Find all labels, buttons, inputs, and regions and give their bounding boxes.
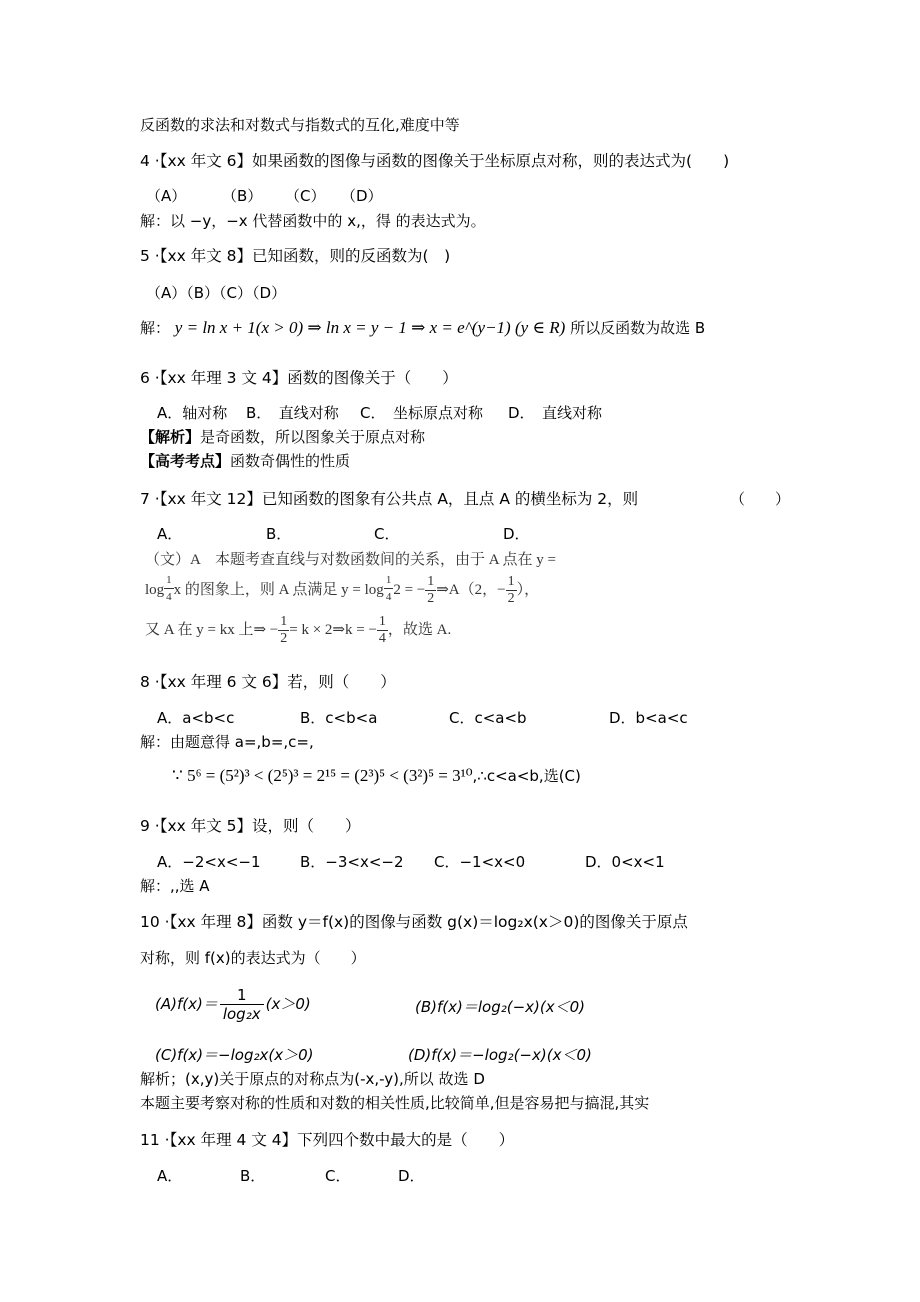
q5-solution-suffix: 所以反函数为故选 B xyxy=(570,319,706,337)
q7-scan-frac4 xyxy=(377,614,388,647)
q9-option-d: D．0<x<1 xyxy=(585,853,665,871)
q8-option-d: D．b<a<c xyxy=(609,709,688,727)
q10-option-d: (D)f(x)＝−log₂(−x)(x＜0) xyxy=(408,1046,592,1064)
q10-title2: 对称，则 f(x)的表达式为（ ） xyxy=(140,949,366,967)
q7-scan-base1-num: 1 xyxy=(164,572,174,589)
q10-opt-a-num: 1 xyxy=(220,986,264,1005)
q7-scan-line1: （文）A 本题考查直线与对数函数间的关系，由于 A 点在 y = xyxy=(145,552,556,568)
q7-scan-mid: x 的图象上，则 A 点满足 y = log xyxy=(173,582,384,598)
q4-option-a: （A） xyxy=(146,187,187,205)
q8-solution: 解：由题意得 a=,b=,c=, xyxy=(140,733,314,751)
q7-option-c: C． xyxy=(374,525,400,543)
q6-point-text: 函数奇偶性的性质 xyxy=(230,452,351,470)
q5-solution-prefix: 解： xyxy=(140,319,171,337)
q10-opt-a-den: log₂x xyxy=(222,1005,261,1023)
q7-scan-base2 xyxy=(384,572,394,605)
q6-point-label: 【高考考点】 xyxy=(140,452,231,470)
q7-scan-close: ）， xyxy=(516,582,540,598)
q9-title: 9 ·【xx 年文 5】设，则（ ） xyxy=(140,817,361,835)
q7-option-a: A． xyxy=(157,525,183,543)
q4-title: 4 ·【xx 年文 6】如果函数的图像与函数的图像关于坐标原点对称，则的表达式为( ) xyxy=(140,152,730,170)
q5-solution xyxy=(140,318,705,338)
q8-conclusion: ,∴c<a<b,选(C) xyxy=(472,767,581,785)
q7-title: 7 ·【xx 年文 12】已知函数的图象有公共点 A，且点 A 的横坐标为 2，则 xyxy=(140,490,639,508)
q6-analysis xyxy=(140,427,425,447)
q7-scan-frac2-num: 1 xyxy=(507,574,515,590)
q10-opt-a-pre: (A)f(x)＝ xyxy=(155,995,218,1013)
q10-option-a xyxy=(155,986,311,1023)
q8-title: 8 ·【xx 年理 6 文 6】若，则（ ） xyxy=(140,673,396,691)
q6-point xyxy=(140,451,350,471)
q4-solution: 解：以 −y，−x 代替函数中的 x,，得 的表达式为。 xyxy=(140,212,486,230)
q7-scan-frac2 xyxy=(506,574,517,607)
q7-paren: （ ） xyxy=(730,490,791,508)
q11-option-a: A． xyxy=(157,1167,183,1185)
q7-scan-frac3-den: 2 xyxy=(280,631,288,646)
q7-scan-point: ⇒A（2，− xyxy=(436,582,506,598)
q9-option-b: B．−3<x<−2 xyxy=(300,853,404,871)
q10-opt-a-post: (x＞0) xyxy=(265,995,311,1013)
q7-scan-base2-num: 1 xyxy=(384,572,394,589)
q7-scan-line3 xyxy=(145,614,451,647)
q7-scan-frac3-num: 1 xyxy=(280,614,288,629)
q9-solution: 解：,,选 A xyxy=(140,877,210,895)
q10-comment: 本题主要考察对称的性质和对数的相关性质,比较简单,但是容易把与搞混,其实 xyxy=(140,1094,650,1112)
q11-option-b: B． xyxy=(240,1167,266,1185)
q4-option-c: （C） xyxy=(285,187,326,205)
q7-scan-l3b: = k × 2⇒k = − xyxy=(289,621,377,638)
q9-option-c: C．−1<x<0 xyxy=(434,853,526,871)
q10-title: 10 ·【xx 年理 8】函数 y＝f(x)的图像与函数 g(x)＝log₂x(x＞0)的图像关于原点 xyxy=(140,913,688,931)
q7-scan-frac4-den: 4 xyxy=(378,631,386,646)
q10-opt-a-frac xyxy=(220,986,264,1023)
q8-option-a: A．a<b<c xyxy=(157,709,235,727)
q7-option-d: D． xyxy=(503,525,530,543)
q8-option-c: C．c<a<b xyxy=(449,709,527,727)
q7-scan-frac1-den: 2 xyxy=(427,591,435,607)
q11-option-d: D． xyxy=(398,1167,425,1185)
q7-scan-l3c: ，故选 A. xyxy=(387,621,452,638)
q7-option-b: B． xyxy=(266,525,292,543)
q5-options: （A）（B）（C）（D） xyxy=(146,284,287,302)
q6-analysis-label: 【解析】 xyxy=(140,428,201,446)
q7-scan-frac1 xyxy=(425,574,436,607)
q6-option-a: A．轴对称 xyxy=(157,404,228,422)
q8-math-line xyxy=(172,766,581,786)
intro-text: 反函数的求法和对数式与指数式的互化,难度中等 xyxy=(140,116,460,134)
q7-scan-l3a: 又 A 在 y = kx 上⇒ − xyxy=(145,621,279,638)
q8-option-b: B．c<b<a xyxy=(300,709,378,727)
q11-option-c: C． xyxy=(325,1167,351,1185)
q10-solution: 解析；(x,y)关于原点的对称点为(-x,-y),所以 故选 D xyxy=(140,1070,485,1088)
q9-option-a: A．−2<x<−1 xyxy=(157,853,261,871)
q7-scan-frac3 xyxy=(278,614,289,647)
q6-analysis-text: 是奇函数，所以图象关于原点对称 xyxy=(200,428,426,446)
q7-scan-base2-den: 4 xyxy=(385,591,392,603)
q7-scan-log1: log xyxy=(145,582,165,598)
q5-title: 5 ·【xx 年文 8】已知函数，则的反函数为( ) xyxy=(140,247,451,265)
q7-scanned-solution xyxy=(145,548,556,660)
q10-option-c: (C)f(x)＝−log₂x(x＞0) xyxy=(155,1046,314,1064)
q8-math: ∵ 5⁶ = (5²)³ < (2⁵)³ = 2¹⁵ = (2³)⁵ < (3²)⁵ = 3¹⁰ xyxy=(172,766,473,785)
q4-option-d: （D） xyxy=(341,187,383,205)
q7-scan-frac2-den: 2 xyxy=(507,591,515,607)
q4-option-b: （B） xyxy=(222,187,263,205)
q7-scan-base1-den: 4 xyxy=(166,591,172,603)
q7-scan-eq: 2 = − xyxy=(393,582,426,598)
q7-scan-frac1-num: 1 xyxy=(427,574,435,590)
q6-option-d: D． 直线对称 xyxy=(508,404,603,422)
q10-option-b: (B)f(x)＝log₂(−x)(x＜0) xyxy=(415,998,586,1016)
q7-scan-frac4-num: 1 xyxy=(378,614,386,629)
q5-solution-math: y = ln x + 1(x > 0) ⇒ ln x = y − 1 ⇒ x = e^(y−1) (y ∈ R) xyxy=(174,318,566,337)
q7-scan-line2 xyxy=(145,572,539,607)
q6-option-c: C． 坐标原点对称 xyxy=(360,404,483,422)
q11-title: 11 ·【xx 年理 4 文 4】下列四个数中最大的是（ ） xyxy=(140,1131,515,1149)
q7-scan-base1 xyxy=(164,572,174,605)
q6-title: 6 ·【xx 年理 3 文 4】函数的图像关于（ ） xyxy=(140,369,458,387)
q6-option-b: B． 直线对称 xyxy=(246,404,339,422)
